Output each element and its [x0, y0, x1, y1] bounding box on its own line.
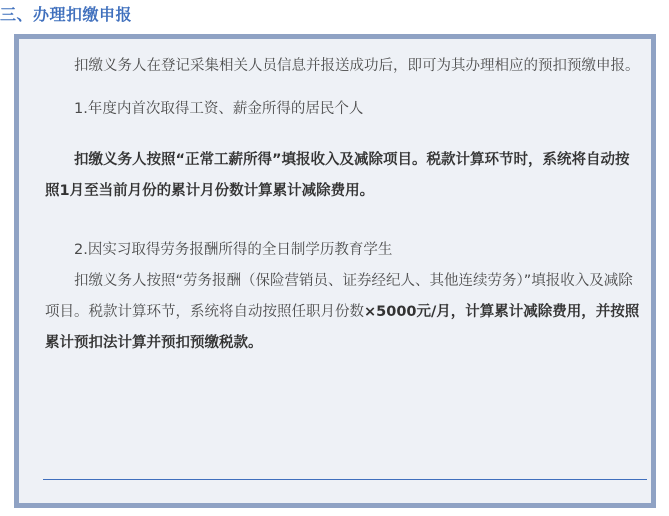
paragraph-gap [45, 82, 641, 94]
content-body [45, 51, 641, 359]
section-title: 三、办理扣缴申报 [0, 5, 133, 24]
paragraph-gap [45, 125, 641, 145]
case2-heading: 2.因实习取得劳务报酬所得的全日制学历教育学生 [74, 242, 393, 258]
case2-body-text: 扣缴义务人按照“劳务报酬（保险营销员、证券经纪人、其他连续劳务）”填报收入及减除项目。税款计算环节，系统将自动按照任职月份数 [45, 273, 633, 320]
content-frame [14, 34, 656, 508]
case1-heading: 1.年度内首次取得工资、薪金所得的居民个人 [74, 101, 364, 117]
bottom-divider [43, 479, 647, 480]
intro-paragraph: 扣缴义务人在登记采集相关人员信息并报送成功后，即可为其办理相应的预扣预缴申报。 [74, 58, 640, 74]
case2-body-emphasis: ×5000元/月，计算累计减除费用，并按照累计预扣法计算并预扣预缴税款。 [45, 304, 640, 351]
case1-body: 扣缴义务人按照“正常工薪所得”填报收入及减除项目。税款计算环节时，系统将自动按照1月至当前月份的累计月份数计算累计减除费用。 [45, 152, 630, 199]
case2-body [45, 266, 641, 359]
paragraph-gap [45, 207, 641, 235]
